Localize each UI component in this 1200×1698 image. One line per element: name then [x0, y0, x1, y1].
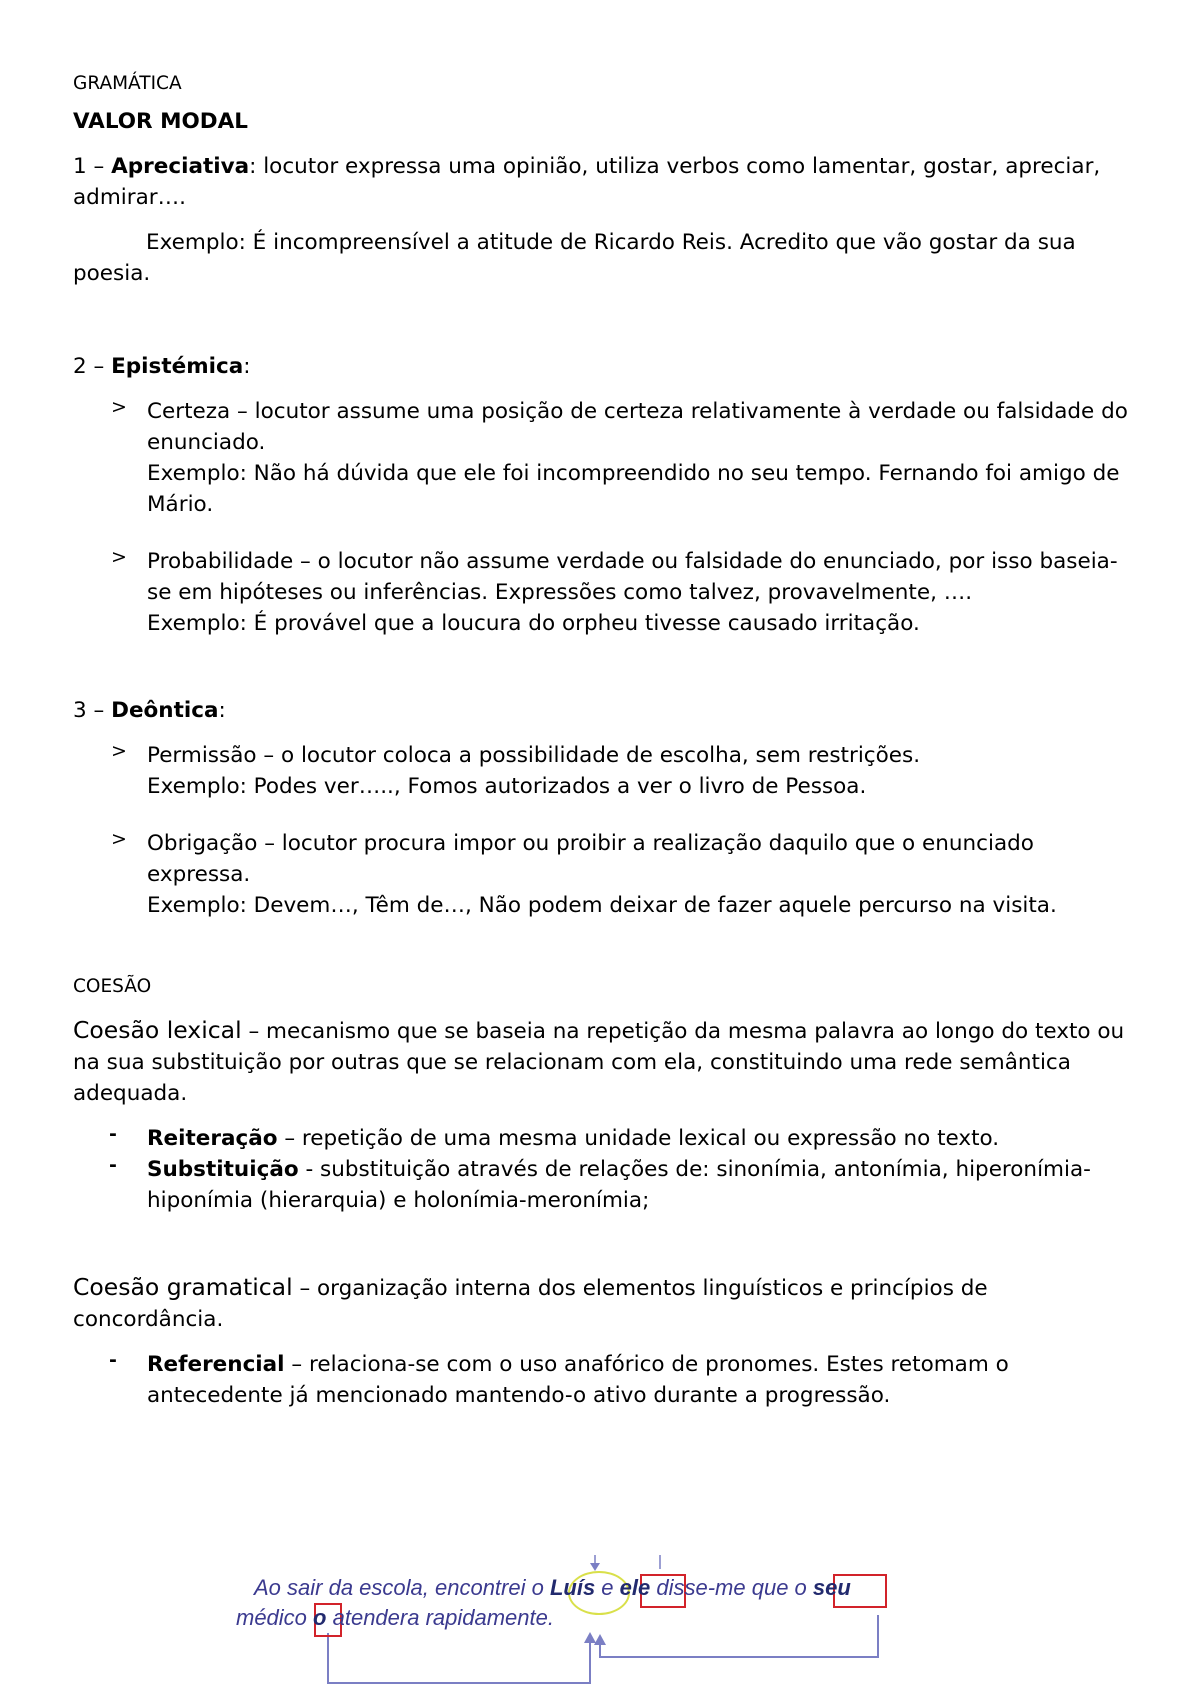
apreciativa-number: 1 – — [73, 154, 112, 179]
list-item-reiteracao — [73, 1123, 1133, 1154]
certeza-example: Exemplo: Não há dúvida que ele foi incompreendido no seu tempo. Fernando foi amigo de Mário. — [147, 461, 1120, 517]
bullet-dash-icon: - — [109, 1123, 117, 1145]
obrigacao-text: Obrigação – locutor procura impor ou proibir a realização daquilo que o enunciado expressa. — [147, 831, 1034, 887]
referencial-text — [147, 1349, 1133, 1411]
substituicao-definition: - substituição através de relações de: sinonímia, antonímia, hiperonímia-hiponímia (hierarquia) e holonímia-meronímia; — [147, 1157, 1091, 1213]
arrow-seu-to-luis — [600, 1615, 878, 1657]
bullet-arrow-icon: > — [111, 396, 127, 418]
bullet-arrow-icon: > — [111, 740, 127, 762]
obrigacao-example: Exemplo: Devem…, Têm de…, Não podem deixar de fazer aquele percurso na visita. — [147, 893, 1057, 918]
deontica-colon: : — [218, 698, 226, 723]
figure-word-luis: Luís — [549, 1575, 596, 1600]
list-item-permissao — [73, 740, 1133, 802]
reiteracao-term: Reiteração — [147, 1126, 278, 1151]
epistemica-colon: : — [243, 354, 251, 379]
list-item-referencial — [73, 1349, 1133, 1411]
apreciativa-definition: : locutor expressa uma opinião, utiliza verbos como lamentar, gostar, apreciar, admirar…. — [73, 154, 1101, 210]
probabilidade-example: Exemplo: É provável que a loucura do orpheu tivesse causado irritação. — [147, 611, 920, 636]
coesao-lexical-definition: – mecanismo que se baseia na repetição da mesma palavra ao longo do texto ou na sua substituição por outras que se relacionam com ela, constituindo uma rede semântica adequada. — [73, 1019, 1125, 1106]
arrow-head-icon — [584, 1632, 596, 1643]
figure-text: e — [595, 1575, 620, 1600]
apreciativa-example: Exemplo: É incompreensível a atitude de Ricardo Reis. Acredito que vão gostar da sua poesia. — [73, 230, 1076, 286]
figure-text: médico — [236, 1605, 314, 1630]
figure-word-seu: seu — [812, 1575, 851, 1600]
coesao-gramatical-paragraph — [73, 1272, 1133, 1335]
epistemica-number: 2 – — [73, 354, 112, 379]
section-header-coesao: COESÃO — [73, 976, 152, 997]
figure-word-ele: ele — [619, 1575, 651, 1600]
referencial-definition: – relaciona-se com o uso anafórico de pronomes. Estes retomam o antecedente já mencionado mantendo-o ativo durante a progressão. — [147, 1352, 1009, 1408]
coesao-lexical-paragraph — [73, 1015, 1133, 1109]
section-header-gramatica: GRAMÁTICA — [73, 73, 182, 94]
permissao-example: Exemplo: Podes ver….., Fomos autorizados a ver o livro de Pessoa. — [147, 774, 867, 799]
coesao-lexical-term: Coesão lexical — [73, 1016, 242, 1044]
bullet-dash-icon: - — [109, 1349, 117, 1371]
document-page — [73, 70, 1133, 1411]
heading-valor-modal: VALOR MODAL — [73, 109, 248, 134]
epistemica-heading — [73, 351, 1133, 382]
anaphora-diagram — [228, 1555, 928, 1690]
epistemica-term: Epistémica — [111, 354, 244, 379]
deontica-term: Deôntica — [111, 698, 219, 723]
arrow-head-icon — [590, 1563, 600, 1571]
arrow-head-icon — [594, 1634, 606, 1645]
substituicao-text — [147, 1154, 1133, 1216]
figure-line-1 — [254, 1575, 851, 1601]
coesao-gramatical-definition: – organização interna dos elementos linguísticos e princípios de concordância. — [73, 1276, 988, 1332]
list-item-certeza — [73, 396, 1133, 520]
figure-word-o: o — [313, 1605, 327, 1630]
certeza-text: Certeza – locutor assume uma posição de certeza relativamente à verdade ou falsidade do enunciado. — [147, 399, 1128, 455]
referencial-term: Referencial — [147, 1352, 285, 1377]
list-item-probabilidade — [73, 546, 1133, 639]
apreciativa-paragraph — [73, 151, 1133, 213]
figure-line-2 — [236, 1605, 554, 1631]
figure-text: atendera rapidamente. — [326, 1605, 554, 1630]
permissao-text: Permissão – o locutor coloca a possibilidade de escolha, sem restrições. — [147, 743, 921, 768]
list-item-obrigacao — [73, 828, 1133, 921]
coesao-gramatical-term: Coesão gramatical — [73, 1273, 293, 1301]
deontica-number: 3 – — [73, 698, 112, 723]
figure-text: disse-me que o — [650, 1575, 813, 1600]
bullet-arrow-icon: > — [111, 828, 127, 850]
reiteracao-text — [147, 1123, 1133, 1154]
reiteracao-definition: – repetição de uma mesma unidade lexical ou expressão no texto. — [277, 1126, 1000, 1151]
deontica-heading — [73, 695, 1133, 726]
list-item-substituicao — [73, 1154, 1133, 1216]
probabilidade-text: Probabilidade – o locutor não assume verdade ou falsidade do enunciado, por isso baseia-se em hipóteses ou inferências. Expressões como talvez, provavelmente, …. — [147, 549, 1118, 605]
apreciativa-term: Apreciativa — [111, 154, 250, 179]
bullet-dash-icon: - — [109, 1154, 117, 1176]
bullet-arrow-icon: > — [111, 546, 127, 568]
substituicao-term: Substituição — [147, 1157, 299, 1182]
figure-text: Ao sair da escola, encontrei o — [254, 1575, 550, 1600]
arrow-o-to-luis — [328, 1633, 590, 1683]
